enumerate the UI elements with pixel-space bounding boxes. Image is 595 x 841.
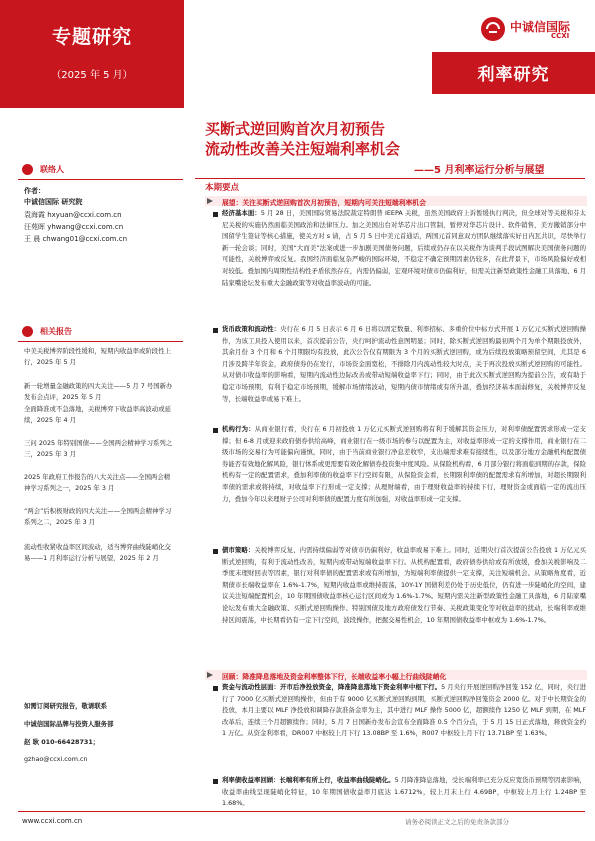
para-strategy [222,545,586,641]
para-strategy-text: 关税博弈反复、内需持续偏弱等对债市仍偏利好，收益率或易下难上。同时，近期央行首次提前公告投放 1 万亿元买断式逆回购，有利于流动性改善，短期内或带动短端收益率下行。从机构配置看，政府债券供给或有所放缓，叠加关税影响及二季度末理财回表等因素，银行对利率债的配置需求或有所增加，为短端利率债提供一定支撑，关注短端机会。从策略角度看，近期债市长端收益率在 1.6%-1.7%，短期内收益率或维持震荡，10Y-1Y 国债利差仍处于历史低位，仍有进一步陡峭化的空间，建议关注短端配置机会，10 年期国债收益率核心运行区间或为 1.6%-1.7%。短期内需关注新型政策性金融工具落地，6 月陆家嘴论坛发布重大金融政策、买断式逆回购操作、特别国债及地方政府债发行节奏、关税政策变化等对收益率的扰动，长端利率或维持区间震荡，中长期看仍有一定下行空间，波段操作，把握交易性机会，10 年期国债收益率中枢或为 1.6%-1.7%。 [222,546,586,624]
report-type: 专题研究 [51,26,132,48]
footer-divider [18,811,585,812]
para-economy-text: 5 月 28 日，美国国际贸易法院裁定特朗普 IEEPA 关税，虽然美国政府上诉暂缓执行判决，但全球对等关税和芬太尼关税的实施仍然面临美国政治和法律压力。加之美国出台对华芯片出口管制，暂停对华芯片设计、软件销售，美方撤销部分中国留学生签证等核心措施，使关方对 s 请，占 5 月 5 日中美元首通话，两国元首同意双方团队继续落实好日内瓦共识，尽快举行新一轮会谈；同时，美国“大而美”法案或进一步加剧美国债务问题，后续或仍存在以关税作为谈判手段试图解决美国债务问题的可能性，关税博弈或反复。我国经济面临复杂严峻的国际环境，不稳定不确定预期因素仍较多，在此背景下，市场风险偏好或相对较低。叠加国内周期性结构性矛盾依然存在，内需仍偏弱，宏观环境对债市仍偏利好，但需关注新型政策性金融工具落地、6 月陆家嘴论坛发布重大金融政策等对收益率波动的可能。 [222,209,586,287]
para-yields-text: 5 月降准降息落地，受长端利率已充分反应宽货币预期等因素影响，收益率曲线呈现陡峭化特征，10 年期国债收益率月底达 1.6712%，较上月末上行 4.69BP，中枢较上月上行 1.24BP 至 1.68%。 [222,776,586,808]
square-bullet-icon [213,328,218,333]
brand-name-cn: 中诚信国际 [510,20,571,34]
title-line-2: 流动性改善关注短端利率机会 [205,140,401,158]
brand-logo [480,16,590,46]
para-institutions-text: 从商业银行看，央行在 6 月初投放 1 万亿元买断式逆回购将有利于缓解其资金压力，对利率债配置需求形成一定支撑；但 6-8 月或迎来政府债券供给高峰，商业银行在一级市场的参与以配置为主，对收益率形成一定的支撑作用，商业银行在二级市场的交易行为可能偏向谨慎，同时，由于当前商业银行净息差收窄，支出端需求难有接续性，以及部分地方金融机构配置债券能否有效地化解风险，银行体系或更需要有效化解债券投资集中度风险。从保险机构看，6 月部分银行将面临到期的存款，保险机构有一定的配置需求，叠加利率债的收益率下行空间有限，从保险资金看，长期限利率债的配置需求有所增加，对超长期限利率债的需求或将持续，对收益率下行形成一定支撑；从理财端看，由于理财收益率的持续下行，理财资金或面临一定的流出压力，叠加今年以来理财子公司对利率债的配置力度有所加强，对收益率形成一定支撑。 [222,425,586,503]
square-bullet-icon [213,428,218,433]
related-report-5[interactable]: 2025 年政府工作报告的八大关注点——全国两会精神学习系列之一，2025 年 3 月 [24,473,171,492]
related-report-7[interactable]: 流动性收紧收益率区间波动，适当博弈曲线陡峭化交易——1 月利率运行分析与展望，2025 年 2 月 [24,543,171,562]
contacts-heading [18,160,183,180]
author-1[interactable]: 袁海霞 hxyuan@ccxi.com.cn [24,211,122,219]
subtitle: ——5 月利率运行分析与展望 [414,165,545,176]
para-liquidity [222,682,586,774]
author-2[interactable]: 汪苑晖 yhwang@ccxi.com.cn [24,223,124,231]
title-line-1: 买断式逆回购首次月初预告 [205,120,386,138]
para-yields [222,775,586,810]
para-institutions-lead: 机构行为： [222,425,255,433]
para-monetary-lead: 货币政策和流动性： [222,325,281,333]
contact-phone: 赵 耿 010-66428731； [24,738,100,746]
footer-url[interactable]: www.ccxi.com.cn [22,817,83,825]
service-dept: 中诚信国际品牌与投资人服务部 [24,720,114,728]
header-red-block [0,0,184,108]
subscribe-note: 如需订阅研究报告，敬请联系 [24,702,108,710]
para-monetary-text: 央行在 6 月 5 日表示 6 月 6 日将以固定数量、利率招标、多重价位中标方式开展 1 万亿元买断式逆回购操作，为该工具投入使用以来，首次提前公告，央行呵护流动性意图明显；同时，除买断式逆回购最初两个月为单个期限投放外，其余月份 3 个月和 6 个月期限均有投放，此次公告仅有期限为 3 个月的买断式逆回购，或为后续投放策略预留空间，尤其是 6 月涉及跨半年资金，政府债券仍在发行，市场资金面宽松，不排除月内流动性较大时点，关于再次投放买断式逆回购的可能性。从对债市收益率的影响看，短期内流动性边际改善或带动短端收益率下行；同时，由于此次买断式逆回购为提前公告，或有助于稳定市场预期，有利于稳定市场预期，缓解市场情绪波动，短期内债市情绪或有所升温，叠加经济基本面弱修复，关税博弈反复等，长端收益率或易下难上。 [222,325,586,403]
square-bullet-icon [213,549,218,554]
related-heading [18,322,183,342]
related-report-3[interactable]: 全面降准或不急落地，关税博弈下收益率高波动或延续，2025 年 4 月 [24,405,171,424]
footer-disclaimer: 请务必阅读正文之后的免责条款部分 [405,818,509,826]
para-economy [222,208,586,322]
contact-email[interactable]: gzhao@ccxi.com.cn [24,755,88,763]
summary-heading: 本期要点 [205,183,240,193]
related-report-4[interactable]: 三问 2025 年特别国债——全国两会精神学习系列之三，2025 年 3 月 [24,439,173,458]
report-icon [22,326,33,337]
summary-divider [195,178,585,179]
section-tag: 利率研究 [477,65,550,85]
divider [18,179,183,180]
author-3[interactable]: 王 晨 chwang01@ccxi.com.cn [24,235,128,243]
summary-outlook-heading: 展望：关注买断式逆回购首次月初预告，短期内可关注短端利率机会 [222,199,426,207]
contacts-heading-text: 联络人 [40,165,64,174]
square-bullet-icon [213,779,218,784]
brand-name-en: CCXI [551,32,570,40]
para-strategy-lead: 债市策略： [222,546,255,554]
para-monetary [222,324,586,420]
related-report-6[interactable]: “两会”后积极财政的四大关注——全国两会精神学习系列之二，2025 年 3 月 [24,507,172,526]
para-economy-lead: 经济基本面： [222,209,261,217]
square-bullet-icon [213,686,218,691]
para-liquidity-lead: 资金与流动性层面：开市后净投放资金，降准降息落地下资金利率中枢下行。 [222,683,442,691]
person-icon [22,164,33,175]
square-bullet-icon [213,212,218,217]
related-report-2[interactable]: 新一轮增量金融政策的四大关注——5 月 7 号国新办发布会点评，2025 年 5 月 [24,382,173,401]
para-yields-lead: 利率债收益率回顾：长端利率有所上行，收益率曲线陡峭化。 [222,776,395,784]
para-institutions [222,424,586,540]
report-date: （2025 年 5 月） [51,70,133,81]
summary-review-heading: 回顾：降准降息落地及资金利率整体下行，长端收益率小幅上行曲线陡峭化 [222,673,447,681]
ccxi-logo-icon [480,16,506,42]
para-liquidity-text: 5 月央行开展逆回购净回笼 152 亿，同时，央行进行了 7000 亿买断式逆回购操作，但由于有 9000 亿买断式逆回购到期，买断式逆回购净回笼资金 2000 亿。对于中长期资金的投放，本月主要以 MLF 净投放和调降存款准备金率为主，其中进行 MLF 操作 5000 亿，超额续作 1250 亿 MLF 到期，在 MLF 改革后，连续三个月超额续作；同时，5 月 7 日国新办发布会宣布全面降准 0.5 个百分点，于 5 月 15 日正式落地，释放资金约 1 万亿。从资金利率看，DR007 中枢较上月下行 13.08BP 至 1.6%，R007 中枢较上月下行 13.71BP 至 1.63%。 [222,683,586,738]
related-heading-text: 相关报告 [40,327,72,336]
related-report-1[interactable]: 中美关税博弈阶段性缓和，短期内收益率或阶段性上行，2025 年 5 月 [24,347,171,366]
divider [18,341,183,342]
authors-label: 作者： [24,187,45,195]
authors-org: 中诚信国际 研究院 [24,198,83,206]
